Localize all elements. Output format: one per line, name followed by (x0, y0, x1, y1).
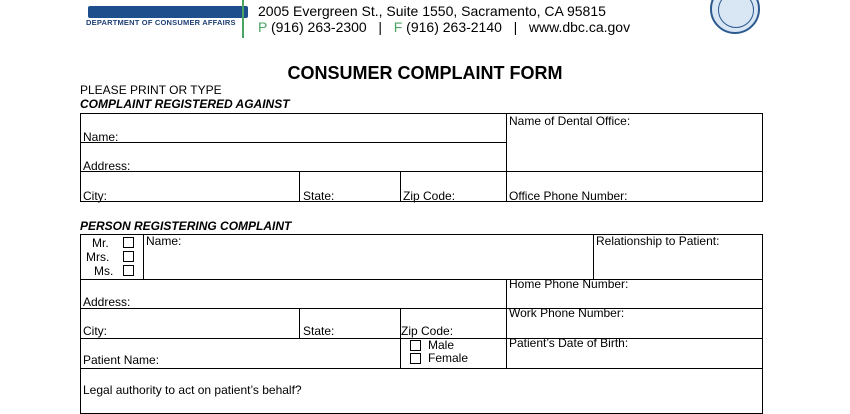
female-checkbox[interactable] (410, 353, 421, 364)
against-zip-label: Zip Code: (403, 189, 456, 203)
contact-line (258, 19, 630, 35)
complainant-address-label: Address: (83, 295, 131, 309)
against-name-label: Name: (83, 130, 119, 144)
title-mr-checkbox[interactable] (123, 237, 134, 248)
against-city-label: City: (83, 189, 107, 203)
phone-number: (916) 263-2300 (270, 19, 367, 35)
against-state-label: State: (303, 189, 335, 203)
legal-authority-label: Legal authority to act on patient’s behalf? (83, 383, 302, 397)
against-address-label: Address: (83, 159, 131, 173)
title-mrs-checkbox[interactable] (123, 251, 134, 262)
title-mr-label: Mr. (92, 236, 109, 250)
complainant-name-field[interactable] (143, 234, 594, 280)
separator: | (378, 19, 383, 35)
complainant-city-label: City: (83, 324, 107, 338)
dca-logo-icon (88, 6, 248, 18)
section-heading-against: COMPLAINT REGISTERED AGAINST (80, 97, 290, 111)
patient-name-label: Patient Name: (83, 353, 160, 367)
complainant-address-field[interactable] (80, 279, 507, 309)
home-phone-label: Home Phone Number: (509, 277, 629, 291)
section-heading-person: PERSON REGISTERING COMPLAINT (80, 219, 292, 233)
header-divider (242, 0, 244, 38)
against-city-field[interactable] (80, 171, 300, 202)
complainant-state-label: State: (303, 324, 335, 338)
female-label: Female (428, 351, 469, 365)
work-phone-label: Work Phone Number: (509, 306, 625, 320)
complainant-city-field[interactable] (80, 308, 300, 339)
form-title: CONSUMER COMPLAINT FORM (287, 63, 563, 83)
website-link[interactable]: www.dbc.ca.gov (528, 19, 631, 35)
complainant-zip-label: Zip Code: (401, 324, 454, 338)
against-name-field[interactable] (80, 113, 507, 143)
title-ms-checkbox[interactable] (123, 265, 134, 276)
state-seal-icon (710, 0, 760, 34)
relationship-label: Relationship to Patient: (596, 234, 720, 248)
title-ms-label: Ms. (94, 264, 114, 278)
department-name: DEPARTMENT OF CONSUMER AFFAIRS (86, 18, 236, 27)
title-mrs-label: Mrs. (86, 250, 110, 264)
board-address: 2005 Evergreen St., Suite 1550, Sacramento, CA 95815 (258, 3, 606, 19)
print-instruction: PLEASE PRINT OR TYPE (80, 83, 222, 97)
male-label: Male (428, 338, 455, 352)
office-phone-label: Office Phone Number: (509, 189, 628, 203)
against-address-field[interactable] (80, 142, 507, 172)
complainant-name-label: Name: (146, 234, 182, 248)
patient-dob-label: Patient’s Date of Birth: (509, 336, 629, 350)
dental-office-label: Name of Dental Office: (509, 114, 631, 128)
phone-prefix: P (258, 19, 268, 35)
male-checkbox[interactable] (410, 340, 421, 351)
separator: | (513, 19, 518, 35)
fax-number: (916) 263-2140 (406, 19, 502, 35)
fax-prefix: F (393, 19, 403, 35)
